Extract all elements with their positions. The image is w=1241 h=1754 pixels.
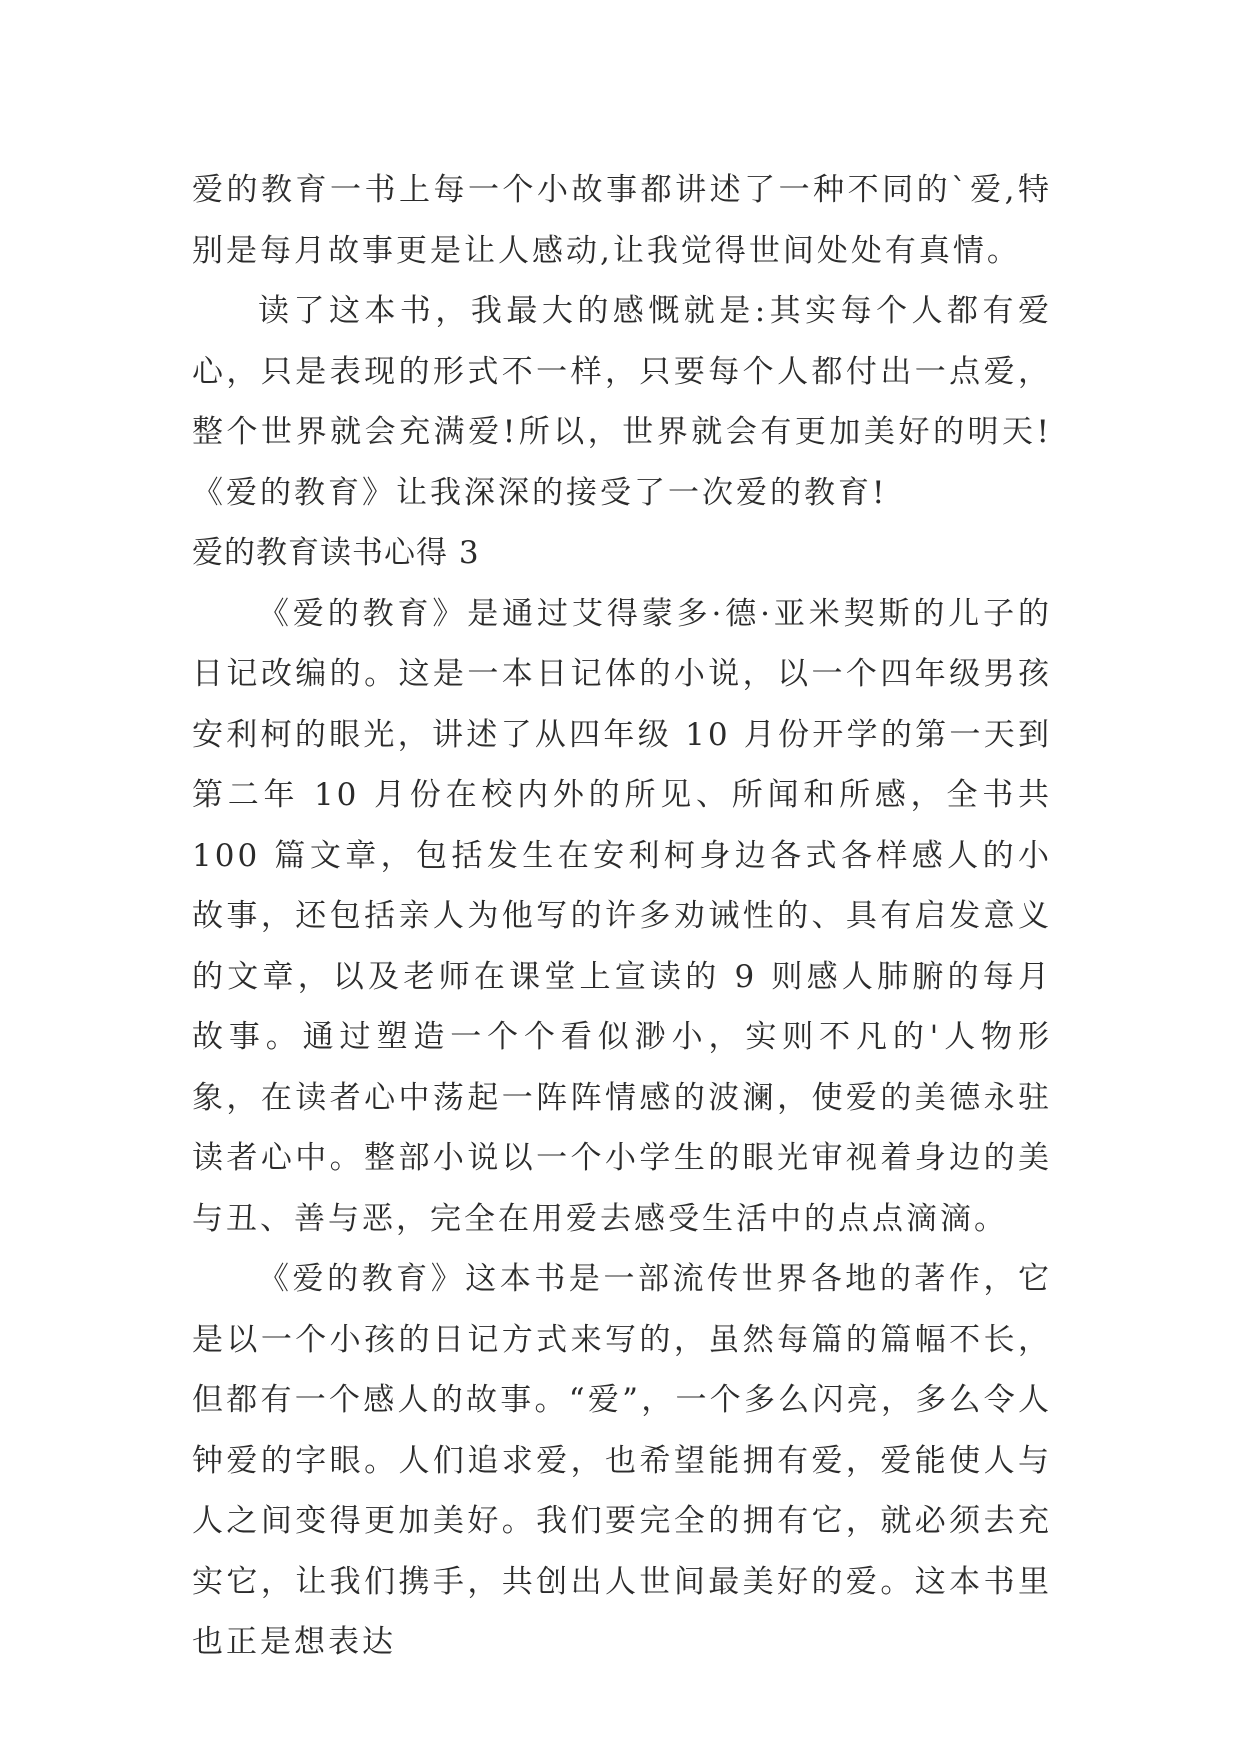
document-body [192,160,1052,1673]
paragraph-intro: 爱的教育一书上每一个小故事都讲述了一种不同的`爱,特别是每月故事更是让人感动,让我觉得世间处处有真情。 [192,172,1052,269]
paragraph-reflection: 读了这本书，我最大的感慨就是:其实每个人都有爱心，只是表现的形式不一样，只要每个人都付出一点爱，整个世界就会充满爱!所以，世界就会有更加美好的明天!《爱的教育》让我深深的接受了一次爱的教育! [192,293,1052,511]
paragraph-book-summary: 《爱的教育》是通过艾得蒙多·德·亚米契斯的儿子的日记改编的。这是一本日记体的小说，以一个四年级男孩安利柯的眼光，讲述了从四年级 10 月份开学的第一天到第二年 10 月份在校内外的所见、所闻和所感，全书共 100 篇文章，包括发生在安利柯身边各式各样感人的小故事，还包括亲人为他写的许多劝诫性的、具有启发意义的文章，以及老师在课堂上宣读的 9 则感人肺腑的每月故事。通过塑造一个个看似渺小，实则不凡的'人物形象，在读者心中荡起一阵阵情感的波澜，使爱的美德永驻读者心中。整部小说以一个小学生的眼光审视着身边的美与丑、善与恶，完全在用爱去感受生活中的点点滴滴。 [192,595,1052,1237]
paragraph-love-essay: 《爱的教育》这本书是一部流传世界各地的著作，它是以一个小孩的日记方式来写的，虽然每篇的篇幅不长，但都有一个感人的故事。“爱”，一个多么闪亮，多么令人钟爱的字眼。人们追求爱，也希望能拥有爱，爱能使人与人之间变得更加美好。我们要完全的拥有它，就必须去充实它，让我们携手，共创出人世间最美好的爱。这本书里也正是想表达 [192,1261,1052,1660]
section-heading: 爱的教育读书心得 3 [192,535,480,571]
